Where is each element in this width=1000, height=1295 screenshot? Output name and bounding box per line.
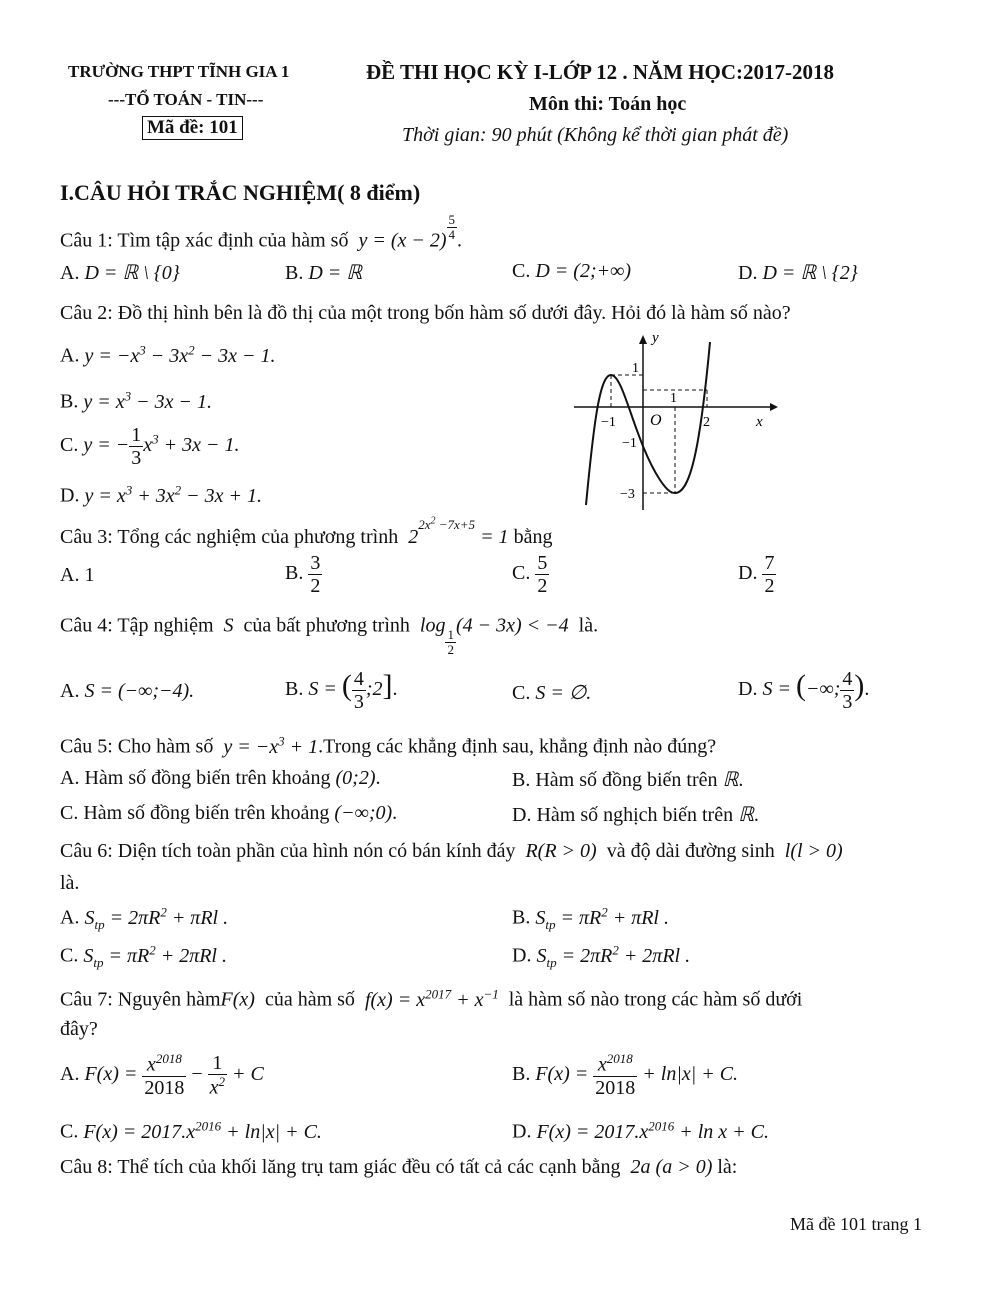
question-1-option-d: D. D = ℝ \ {2} <box>738 262 858 284</box>
question-5-tail: .Trong các khẳng định sau, khẳng định nào đúng? <box>318 735 717 758</box>
question-4-option-b: B. S = ( $\frac{4}{3}$ ;2]. <box>285 668 398 713</box>
question-6-text: Câu 6: Diện tích toàn phần của hình nón có bán kính đáy <box>60 840 516 862</box>
question-6-mid: và độ dài đường sinh <box>606 840 775 862</box>
question-5: Câu 5: Cho hàm số $y = -x^3$ + 1.Trong các khẳng định sau, khẳng định nào đúng? <box>60 733 717 758</box>
question-6-option-c: C. $S_{tp} = \pi R^2 + 2\pi Rl$ . <box>60 942 227 970</box>
question-5-option-b: B. Hàm số đồng biến trên ℝ. <box>512 769 744 791</box>
question-1: Câu 1: Tìm tập xác định của hàm số y = (x − 2) $\frac{5}{4}$ . <box>60 212 463 252</box>
question-4-text: Câu 4: Tập nghiệm <box>60 614 214 637</box>
question-7-option-a: A. F(x) = $\frac{x^{2018}}{2018}$ − $\frac{1}{x^2}$ + C <box>60 1051 264 1099</box>
page-footer: Mã đề 101 trang 1 <box>790 1214 922 1234</box>
question-2-graph <box>560 330 780 515</box>
section-title: I.CÂU HỎI TRẮC NGHIỆM( 8 điểm) <box>60 180 421 205</box>
question-1-option-a: A. D = ℝ \ {0} <box>60 262 180 284</box>
question-3-text: Câu 3: Tổng các nghiệm của phương trình <box>60 525 399 548</box>
question-6: Câu 6: Diện tích toàn phần của hình nón có bán kính đáy R(R > 0) và độ dài đường sinh l(l > 0) <box>60 840 843 862</box>
question-1-text: Câu 1: Tìm tập xác định của hàm số <box>60 229 349 252</box>
exam-code: Mã đề: 101 <box>142 116 243 140</box>
question-7-mid: của hàm số <box>264 988 355 1011</box>
question-3-option-b: B. $\frac{3}{2}$ <box>285 552 321 597</box>
question-4-option-c: C. S = ∅. <box>512 682 592 704</box>
question-3-tail: bằng <box>513 525 553 548</box>
tick-label-x-1: 1 <box>670 391 677 406</box>
question-5-option-d: D. Hàm số nghịch biến trên ℝ. <box>512 804 759 826</box>
exam-time: Thời gian: 90 phút (Không kể thời gian phát đề) <box>402 124 789 146</box>
question-1-option-b: B. D = ℝ <box>285 262 363 284</box>
tick-label-y-neg1: −1 <box>622 436 637 451</box>
question-2-option-b: B. $y = x^3 - 3x - 1$. <box>60 388 212 413</box>
question-7-line2: đây? <box>60 1018 98 1040</box>
question-7-option-b: B. F(x) = $\frac{x^{2018}}{2018}$ + ln|x| + C. <box>512 1051 739 1099</box>
x-axis-arrow <box>770 403 778 411</box>
question-3-option-c: C. $\frac{5}{2}$ <box>512 552 548 597</box>
exam-title: ĐỀ THI HỌC KỲ I-LỚP 12 . NĂM HỌC:2017-2018 <box>366 60 835 84</box>
question-6-option-b: B. $S_{tp} = \pi R^2 + \pi Rl$ . <box>512 904 669 932</box>
question-3-option-d: D. $\frac{7}{2}$ <box>738 552 775 597</box>
question-2-text: Câu 2: Đồ thị hình bên là đồ thị của một trong bốn hàm số dưới đây. Hỏi đó là hàm số nào? <box>60 302 791 324</box>
question-6-line2: là. <box>60 872 80 894</box>
question-4-option-a: A. S = (−∞;−4). <box>60 680 195 702</box>
question-7-option-c: C. $F(x) = 2017.x^{2016} + \ln|x| + C$. <box>60 1118 322 1143</box>
question-2-option-a: A. $y = -x^3 - 3x^2 - 3x - 1$. <box>60 342 276 367</box>
question-1-function: y = (x − 2) <box>353 229 447 252</box>
school-name: TRƯỜNG THPT TĨNH GIA 1 <box>68 62 290 81</box>
question-2-option-c: C. y = − $\frac{1}{3}$ $x^3 + 3x - 1$. <box>60 424 240 469</box>
department-name: ---TỔ TOÁN - TIN--- <box>108 90 264 109</box>
x-axis-label: x <box>756 414 763 430</box>
question-4: Câu 4: Tập nghiệm S của bất phương trình log $\frac{1}{2}$ (4 − 3x) < −4 là. <box>60 614 599 658</box>
y-axis-arrow <box>639 335 647 344</box>
question-4-tail: là. <box>578 614 599 637</box>
question-5-option-a: A. Hàm số đồng biến trên khoảng (0;2). <box>60 767 381 789</box>
question-7-tail: là hàm số nào trong các hàm số dưới <box>508 988 803 1011</box>
question-4-option-d: D. S = (−∞; $\frac{4}{3}$ ). <box>738 668 870 713</box>
tick-label-y-neg3: −3 <box>620 487 635 502</box>
y-axis-label: y <box>652 330 659 346</box>
exam-subject: Môn thi: Toán học <box>529 93 687 115</box>
question-7: Câu 7: Nguyên hàmF(x) của hàm số $f(x) = x^{2017} + x^{-1}$ là hàm số nào trong các hàm số dưới <box>60 986 803 1011</box>
question-5-option-c: C. Hàm số đồng biến trên khoảng (−∞;0). <box>60 802 398 824</box>
tick-label-y-1: 1 <box>632 361 639 376</box>
question-1-exponent: $\frac{5}{4}$ <box>448 212 456 243</box>
question-5-text: Câu 5: Cho hàm số <box>60 735 214 758</box>
question-3: Câu 3: Tổng các nghiệm của phương trình $2^{2x^2 -7x+5} = 1$ bằng <box>60 516 553 548</box>
question-8: Câu 8: Thể tích của khối lăng trụ tam giác đều có tất cả các cạnh bằng 2a (a > 0) là: <box>60 1156 738 1178</box>
question-1-option-c: C. D = (2;+∞) <box>512 260 632 282</box>
tick-label-x-neg1: −1 <box>601 415 616 430</box>
question-4-mid: của bất phương trình <box>243 614 410 637</box>
origin-label: O <box>650 412 662 429</box>
tick-label-x-2: 2 <box>703 415 710 430</box>
question-8-text: Câu 8: Thể tích của khối lăng trụ tam giác đều có tất cả các cạnh bằng <box>60 1156 621 1178</box>
question-8-tail: là: <box>717 1156 738 1178</box>
question-3-option-a: A. 1 <box>60 564 95 586</box>
question-2-option-d: D. $y = x^3 + 3x^2 - 3x + 1$. <box>60 482 262 507</box>
question-7-option-d: D. $F(x) = 2017.x^{2016} + \ln x + C$. <box>512 1118 770 1143</box>
question-6-option-a: A. $S_{tp} = 2\pi R^2 + \pi Rl$ . <box>60 904 229 932</box>
question-7-text: Câu 7: Nguyên hàm <box>60 988 221 1011</box>
question-6-option-d: D. $S_{tp} = 2\pi R^2 + 2\pi Rl$ . <box>512 942 691 970</box>
